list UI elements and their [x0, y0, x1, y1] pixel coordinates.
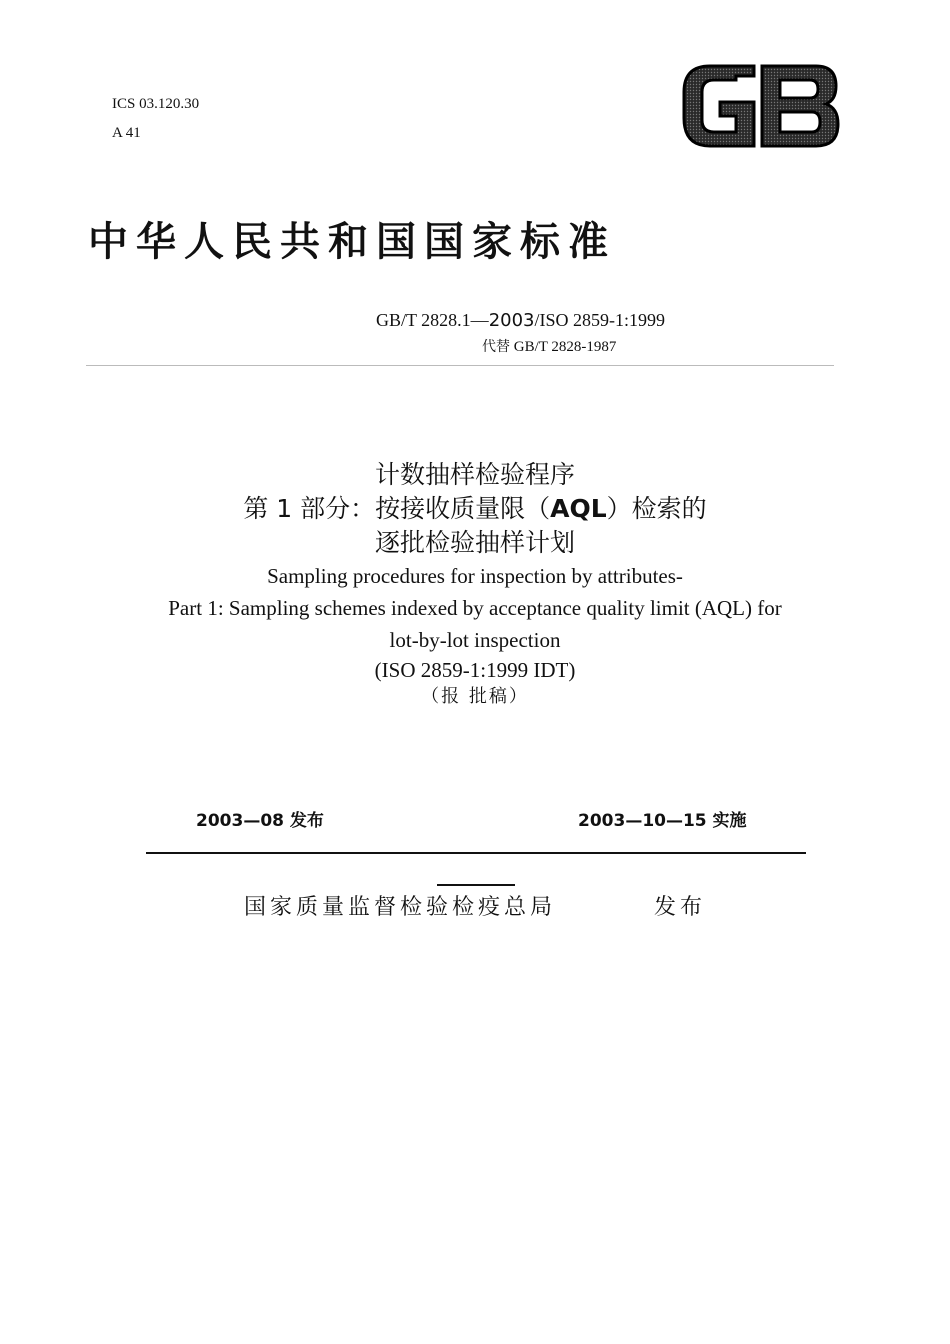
gb-logo: [680, 62, 840, 150]
header-divider: [86, 365, 834, 366]
implement-date: 2003—10—15 实施: [578, 811, 747, 831]
replaces-number: GB/T 2828-1987: [513, 339, 617, 355]
title-cn-line2: [100, 492, 850, 526]
gb-standard-logo-icon: [680, 62, 840, 150]
standard-number-year: 2003: [488, 310, 535, 331]
title-en-line3: lot-by-lot inspection: [389, 628, 561, 652]
publisher-name: 国家质量监督检验检疫总局: [244, 895, 557, 920]
title-cn-line2-aql: AQL: [550, 494, 607, 523]
ccs-code: A 41: [112, 125, 141, 141]
standard-number-suffix: /ISO 2859-1:1999: [534, 310, 665, 330]
title-cn-line2-post: ）检索的: [606, 494, 707, 523]
replaces-line: [482, 336, 616, 356]
footer-rule-short: [437, 884, 515, 886]
title-en-line2: Part 1: Sampling schemes indexed by acceptance quality limit (AQL) for: [168, 596, 782, 620]
issue-date: 2003—08 发布: [196, 811, 324, 831]
document-title-block: [100, 458, 850, 710]
standard-number: [376, 310, 665, 331]
draft-status: （报 批稿）: [421, 686, 529, 707]
title-cn-line1: 计数抽样检验程序: [374, 460, 575, 489]
title-en-line4: (ISO 2859-1:1999 IDT): [374, 658, 576, 682]
title-en-line1: Sampling procedures for inspection by attributes-: [267, 564, 683, 588]
standard-number-prefix: GB/T 2828.1—: [376, 310, 489, 330]
replaces-label: 代替: [482, 339, 510, 355]
national-standard-title: 中华人民共和国国家标准: [88, 219, 616, 265]
footer-rule: [146, 852, 806, 854]
publish-label: 发布: [654, 895, 707, 920]
classification-codes: [112, 90, 199, 148]
title-cn-line3: 逐批检验抽样计划: [374, 528, 575, 557]
title-cn-line2-pre: 第 1 部分：按接收质量限（: [243, 494, 551, 523]
ics-code: ICS 03.120.30: [112, 96, 200, 112]
